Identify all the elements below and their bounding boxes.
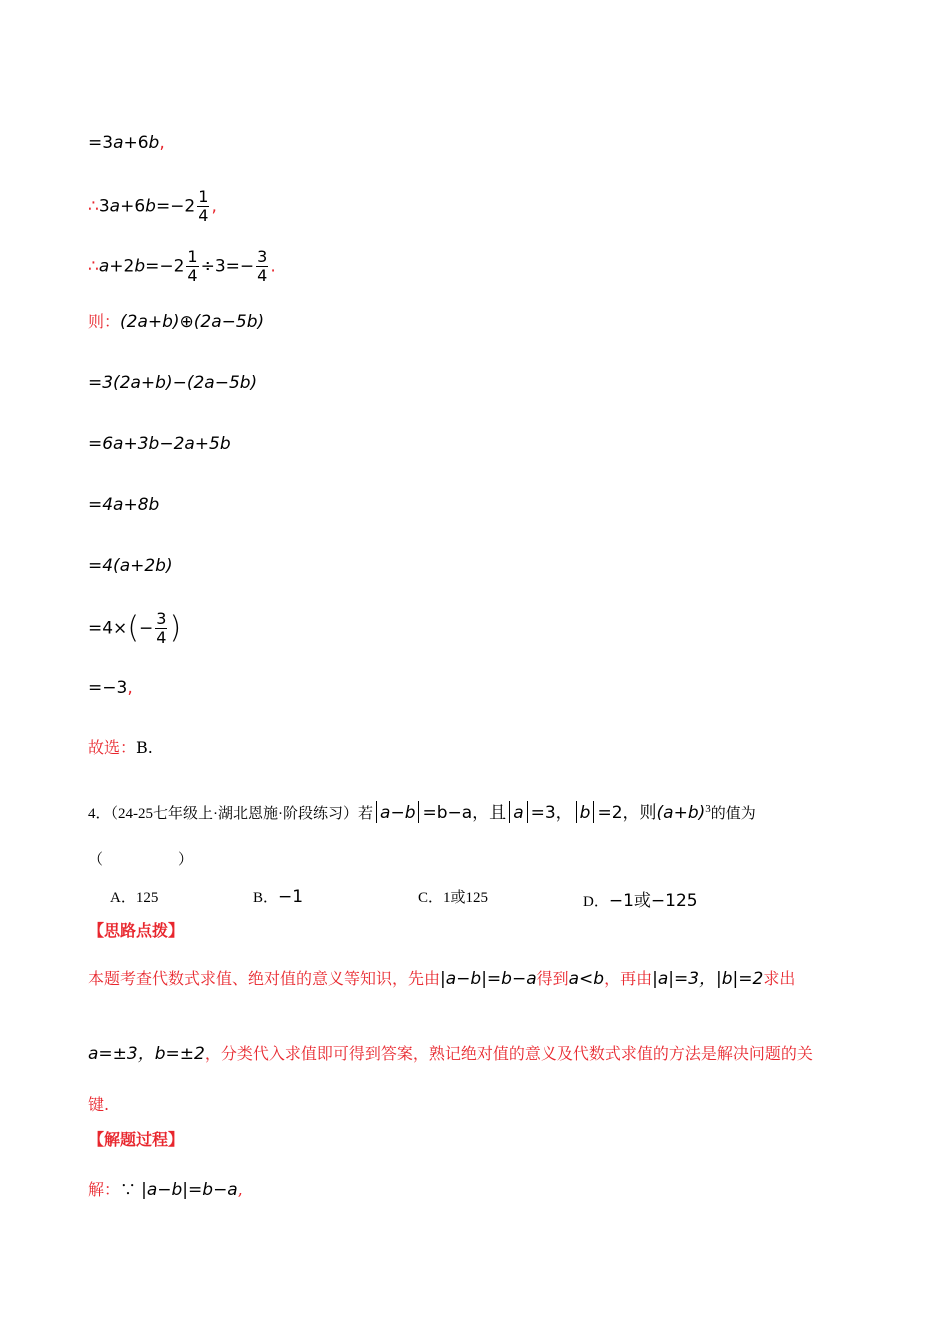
abs-bar [576,801,577,823]
punctuation: . [270,256,276,277]
option-value: 1或125 [443,890,489,906]
math-text: a−b [380,803,416,823]
fraction [186,248,198,285]
numerator: 1 [198,187,209,206]
math-text: =−3 [88,678,128,698]
solve-label: 解： [88,1180,121,1199]
math-text: ÷3=− [200,256,255,277]
math-text: |a−b|=b−a [141,1180,238,1200]
answer-label: 故选： [88,738,137,757]
var-a: a [513,803,524,823]
therefore-symbol: ∴ [88,256,99,277]
question-4-stem [88,799,756,824]
solution-line-10 [88,678,133,698]
therefore-symbol: ∴ [88,196,99,217]
var-a: a [109,196,121,217]
hint-text: 本题考查代数式求值、绝对值的意义等知识，先由 [88,969,441,988]
math-text: =−2 [145,256,185,277]
fraction [256,248,268,285]
stem-text: 若 [358,806,374,822]
math-text: =b−a，且 [422,803,507,823]
math-text: =2，则 [597,803,657,823]
denominator: 4 [156,628,167,647]
numerator: 3 [156,609,167,628]
answer-line [88,738,153,758]
solution-line-9 [88,610,181,647]
solution-line-3 [88,248,276,285]
hint-text: 得到 [536,969,569,988]
answer-blank: （ ） [88,852,194,868]
option-label: A． [110,890,136,906]
denominator: 4 [257,266,268,285]
option-label: B． [253,890,279,906]
left-paren: ( [127,610,140,646]
solution-line-2 [88,188,217,225]
right-paren: ) [169,610,182,646]
question-source: （24-25七年级上·湖北恩施·阶段练习） [110,806,359,822]
punctuation: , [159,133,165,153]
solution-line-4 [88,312,264,333]
option-label: D． [583,894,609,910]
hint-text: 求出 [763,969,796,988]
math-text: +6 [120,196,146,217]
solution-line-6: =6a+3b−2a+5b [88,434,231,454]
math-text: 3 [98,196,110,217]
var-a: a [98,256,110,277]
punctuation: , [211,196,217,217]
denominator: 4 [187,266,198,285]
because-symbol: ∵ [120,1180,137,1199]
hint-paragraph-2 [88,1044,813,1064]
fraction [197,188,209,225]
process-heading: 【解题过程】 [88,1130,185,1149]
var-a: a [113,133,124,153]
math-text: a<b [568,969,605,989]
solution-line-7: =4a+8b [88,495,160,515]
option-c [418,886,488,907]
question-number: 4． [88,806,111,822]
hint-text: ，分类代入求值即可得到答案，熟记绝对值的意义及代数式求值的方法是解决问题的关 [204,1044,813,1063]
solution-line-8: =4(a+2b) [88,556,173,576]
math-text: − [139,618,154,639]
abs-bar [527,801,528,823]
process-line-1 [88,1180,243,1200]
math-text: =3， [530,803,573,823]
hint-paragraph-1 [88,969,795,989]
solution-line-1 [88,133,165,153]
math-text: =−2 [155,196,196,217]
numerator: 3 [257,247,268,266]
option-d [583,886,698,911]
math-text: +6 [123,133,149,153]
math-text: a=±3，b=±2 [88,1044,205,1064]
option-label: C． [418,890,444,906]
var-b: b [145,196,156,217]
punctuation: , [237,1180,243,1199]
hint-paragraph-3: 键. [88,1095,110,1114]
math-text: |a|=3，|b|=2 [652,969,764,989]
exponent: 3 [705,803,711,815]
abs-bar [418,801,419,823]
var-b: b [579,803,591,823]
var-b: b [148,133,160,153]
hint-heading: 【思路点拨】 [88,921,185,940]
math-text: =4× [88,618,128,639]
label-then: 则： [88,314,121,331]
answer-value: B. [136,738,153,757]
option-value: −1 [278,887,304,907]
hint-text: ，再由 [604,969,653,988]
math-text: |a−b|=b−a [440,969,537,989]
stem-text: 的值为 [710,806,756,822]
math-text: (a+b) [656,803,706,823]
math-expression: (2a+b)⊕(2a−5b) [120,312,265,332]
numerator: 1 [187,247,198,266]
abs-bar [376,801,377,823]
abs-bar [593,801,594,823]
fraction [155,610,167,647]
denominator: 4 [198,206,209,225]
math-text: =3 [88,133,114,153]
var-b: b [134,256,146,277]
option-b [253,886,303,907]
punctuation: , [127,678,133,698]
solution-line-5: =3(2a+b)−(2a−5b) [88,373,258,393]
option-a [110,886,158,907]
option-value: −1或−125 [608,891,698,911]
abs-bar [509,801,510,823]
math-text: +2 [109,256,135,277]
option-value: 125 [135,890,159,906]
